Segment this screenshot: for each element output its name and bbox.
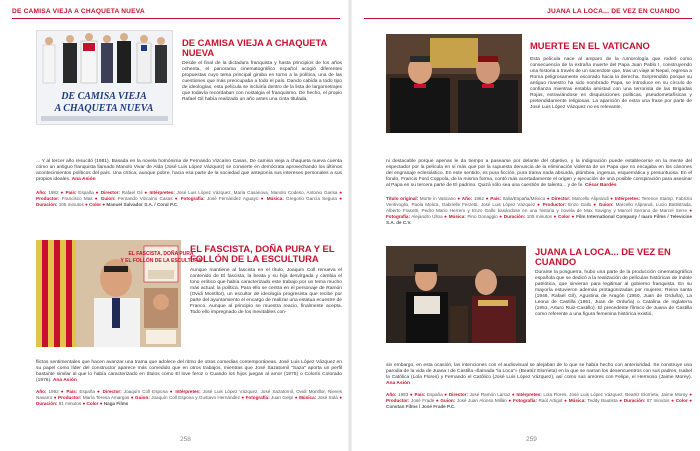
credit-key: Intérpretes: (614, 196, 641, 201)
still-juana-la-loca (386, 246, 526, 343)
credit-separator: ● (687, 208, 692, 213)
credit-key: Música: (299, 395, 317, 400)
credit-separator: ● (83, 202, 90, 207)
credit-entry (181, 196, 259, 201)
credit-key: Duración: (36, 202, 58, 207)
credit-key: Año: (36, 190, 47, 195)
credit-value: 105 minutos (57, 202, 84, 207)
credit-key: Año: (36, 389, 47, 394)
credit-separator: ● (239, 395, 246, 400)
article-title: DE CAMISA VIEJA A CHAQUETA NUEVA (182, 37, 327, 58)
credit-value: María Teresa Amargos (81, 395, 130, 400)
credit-value: José Solá (316, 395, 338, 400)
still-illustration (386, 246, 526, 343)
article-body-continued (36, 360, 342, 384)
credit-key: Música: (568, 398, 586, 403)
credit-entry (135, 395, 240, 400)
credit-separator: ● (617, 398, 624, 403)
credit-value: España (425, 392, 443, 397)
credit-value: José Frade (409, 398, 435, 403)
credit-entry (101, 196, 173, 201)
still-illustration (386, 34, 522, 133)
credit-value: Italia/España/México (501, 196, 546, 201)
credit-key: País: (414, 392, 426, 397)
credit-entry (36, 389, 59, 394)
credit-entry (462, 196, 484, 201)
credit-key: Duración: (503, 214, 526, 219)
credit-entry (543, 202, 592, 207)
credit-value: España (77, 389, 95, 394)
right-page (352, 0, 692, 451)
credits (386, 196, 692, 226)
article-title: EL FASCISTA, DOÑA PURA Y EL FOLLÓN DE LA ESCULTURA (190, 243, 335, 264)
still-muerte-en-el-vaticano (386, 34, 522, 133)
credit-key: Intérpretes: (149, 190, 175, 195)
credit-key: Año: (461, 196, 473, 201)
credit-value: Gregorio García Segura (283, 196, 337, 201)
credit-key: Director: (102, 389, 122, 394)
credit-value: José Ramón Larraz (468, 392, 511, 397)
credit-key: Fotografía: (513, 398, 538, 403)
credits (386, 392, 692, 410)
credit-entry (516, 392, 687, 397)
poster-el-fascista (36, 240, 202, 347)
credits (36, 190, 342, 208)
credit-value: 1982 (46, 389, 59, 394)
credit-separator: ● (172, 196, 181, 201)
credit-separator: ● (687, 398, 693, 403)
credit-value: 1982 (472, 196, 485, 201)
credit-key: País: (65, 190, 77, 195)
credit-key: País: (490, 196, 502, 201)
credit-value: Joaquín Coll Espona y Gustavo Hernández (149, 395, 240, 400)
credit-value: Rafael Gil (119, 190, 143, 195)
credit-separator: ● (142, 190, 150, 195)
credit-key: Fotografía: (386, 214, 410, 219)
credit-value: 91 minutos (57, 401, 82, 406)
credit-key: Fotografía: (245, 395, 270, 400)
article-body: Desde el final de la dictadura franquista y hasta principios de los años ochenta, el panorama cinematográfico español acogió diferentes propuestas cuyo tema principal giraba en torno a la política, una de las cuestiones que más preocupaba a todo el país. Dando cabida a todo tipo de ideologías, esta película se incluiría dentro de la lista de largometrajes que todavía recordaban con nostalgia el franquismo. De hecho, el propio Rafael Gil había realizado un año antes una cinta titulada, (182, 61, 342, 103)
article-title: MUERTE EN EL VATICANO (530, 40, 650, 51)
poster-title-1: EL FASCISTA, DOÑA PURA (128, 251, 194, 257)
credit-key: Fotografía: (180, 196, 205, 201)
credit-value: Pino Donaggio (465, 214, 498, 219)
credit-entry (569, 398, 618, 403)
credit-separator: ● (337, 395, 343, 400)
credit-value: Marcello Aliprandi (570, 196, 609, 201)
credit-entry (449, 214, 498, 219)
credit-separator: ● (570, 214, 577, 219)
article-author: César Bardés (585, 183, 617, 189)
page-number: 258 (180, 436, 191, 443)
credit-key: Música: (448, 214, 466, 219)
credit-value: Terence Stamp, Fabrizio Ventivoglio, Paola Molica, Gabrielle Ferzetti, José Luis López Vázquez (386, 196, 693, 207)
credit-key: Director: (448, 392, 468, 397)
credit-key: Productor: (36, 196, 60, 201)
credit-separator: ● (484, 196, 491, 201)
credit-key: Duración: (36, 401, 58, 406)
credit-separator: ● (167, 389, 176, 394)
poster-title-2: Y EL FOLLÓN DE LA ESCULTURA (120, 258, 202, 264)
credit-key: Color (89, 202, 102, 207)
credit-entry (440, 398, 506, 403)
credit-separator: ● (434, 398, 441, 403)
credit-value: José Luis López Vázquez, José Sazatornil, Ovidi Montllor, Nieves Navarro (36, 389, 343, 400)
credit-entry (36, 401, 81, 406)
credit-separator: ● (101, 202, 107, 207)
article-author: Ana Asión (52, 378, 77, 384)
poster-illustration (36, 240, 202, 347)
credit-separator: ● (98, 401, 104, 406)
credit-key: Color (558, 214, 571, 219)
credit-value: Naga Films (103, 401, 129, 406)
article-body-continued (36, 159, 342, 183)
credit-separator: ● (92, 196, 101, 201)
article-body-continued (386, 363, 692, 387)
page-number: 259 (526, 436, 537, 443)
credit-key: Productor: (386, 398, 410, 403)
credit-key: Productor: (58, 395, 82, 400)
credit-entry (87, 401, 99, 406)
credit-key: Año: (386, 392, 397, 397)
credit-value: 1982 (46, 190, 59, 195)
article-body: Durante la posguerra, hubo una parte de la producción cinematográfica española que se dedicó a la realización de películas históricas de índole patriótica, que sirvieran para legitimar al gobierno franquista. En su mayoría estuvieron además protagonizadas por mujeres: Reina santa (1946, Rafael Gil), Agustina de Aragón (1950, Juan de Orduña), La Leona de Castilla (1951, Juan de Orduña) o Catalina de Inglaterra (1951, Arturo Ruiz-Castillo). El precedente fílmico de Juana de Castilla como referente a una figura femenina histórica existió, (535, 270, 692, 318)
credit-entry (267, 196, 337, 201)
credit-entry (36, 202, 84, 207)
credit-entry (449, 392, 510, 397)
credit-value: 1983 (396, 392, 409, 397)
credit-separator: ● (58, 190, 66, 195)
credit-value: José Juan Alonso Millán (455, 398, 507, 403)
credit-key: País: (66, 389, 78, 394)
credit-value: Enzo Gallo (566, 202, 592, 207)
credit-value: Film International Company / Iaaro Films / Televicine S.A. de C.V. (386, 214, 693, 225)
credit-entry (414, 392, 442, 397)
credit-separator: ● (510, 392, 517, 397)
credit-entry (36, 190, 59, 195)
credit-key: Color (675, 398, 688, 403)
credit-entry (36, 196, 93, 201)
poster-de-camisa-vieja (36, 30, 173, 125)
running-head: JUANA LA LOCA... DE VEZ EN CUANDO (547, 8, 680, 15)
credit-value: Juan Gelpí (269, 395, 294, 400)
credit-value: 105 minutos (525, 214, 552, 219)
credit-entry (558, 214, 570, 219)
credit-entry (246, 395, 294, 400)
credit-value: Fernando Vizcaíno Casas (115, 196, 173, 201)
credit-separator: ● (669, 398, 676, 403)
credit-separator: ● (506, 398, 514, 403)
credit-separator: ● (591, 202, 599, 207)
credit-entry (66, 389, 95, 394)
credit-value: Marcello Aliprandi, Lucio Battistrada, Alberto Frasetti, Pedro Mario Herrero y Enzo Gallo basándose en una historia y novela de Max Savigny y Marcel Serrano de Marcel Serre (386, 202, 693, 213)
credit-entry (386, 196, 456, 201)
article-body: Aunque mantiene al fascista en el título, Joaquín Coll renueva el contenido de El fascista, la beata y su hija desvirgada y cambia el tono erótico que había caracterizado este trabajo por un tema mucho más actual: la política. Para ello se centra en el personaje de Ramón (Ovidi Montllor), un escultor de ideología progresista que recibe por parte del ayuntamiento el encargo de realizar una estatua ecuestre de Franco. Aunque al principio se muestra reacio, finalmente acepta. Todo ello impregnado de los inevitables con- (190, 268, 342, 316)
credit-separator: ● (93, 190, 101, 195)
credit-separator: ● (562, 398, 569, 403)
credit-separator: ● (81, 401, 87, 406)
article-body-text: ... Y al tercer año resucitó (1981). Basada en la novela homónima de Fernando Vizcaíno Casas, De camisa vieja a chaqueta nueva cuenta cómo un antiguo franquista llamado Manolo Vivar de Alda (José Luis López Vázquez) se convierte en demócrata aprovechando los últimos acontecimientos políticos del país. Una crítica, aunque pobre, hacia esa parte de la sociedad que anteponía sus intereses personales a sus propios ideales. (36, 159, 342, 183)
article-author: Ana Asión (386, 381, 411, 387)
article-body-text: sin embargo, en esta ocasión, las intenciones con el audiovisual se alejaban de lo que se había hecho con anterioridad. Se construye una parodia de la vida de Juana I de Castilla «llamada "la Loca"» (Beatriz Elorrieta) en la que se narran los desencuentros con sus padres, Isabel la Católica (Lola Flores) y Fernando el Católico (José Luis López Vázquez), así como sus amores con Felipe, el Hermoso (Jaime Morey). (386, 363, 692, 381)
credit-value: José Fernández Aguayo (204, 196, 259, 201)
credit-key: Director: (551, 196, 571, 201)
credit-entry (58, 395, 129, 400)
credit-entry (104, 401, 129, 406)
header-rule (364, 18, 692, 19)
credit-separator: ● (58, 389, 67, 394)
article-body-text: flictos sentimentales que hacen avanzar una trama que adolece del ritmo de otras comedias contemporáneas. José Luis López Vázquez en su papel como líder del constructor aparece más comedido que en otros trabajos, mientras que José Sazatornil "Saza" aporta un perfil bastante similar al que lo había caracterizado en títulos como El love feroz o Cuando los hijos juegan al amor (1975) o Colorín Colorado (1976). (36, 360, 342, 384)
credit-value: Constan Films / José Frade P.C. (386, 404, 456, 409)
credit-separator: ● (455, 196, 462, 201)
credit-separator: ● (551, 214, 559, 219)
credit-entry (513, 398, 563, 403)
credit-separator: ● (293, 395, 300, 400)
article-body: Esta película nace al amparo de la rumorología que rodeó como consecuencia de la extraña muerte del Papa Juan Pablo I, construyendo una historia a través de un sacerdote que, tras un viaje al Nepal, regresa a Roma peligrosamente escorado hacia la derecha. Sorprendido porque su antiguo maestro ha sido nombrado Papa, se introduce en su círculo de confianza mientras entabla amistad con una terrorista de las Brigadas Rojas, extraviándose en disquisiciones políticas, pseudometafísicas y pretendidamente religiosas. La aparición de extra una frase por parte de José Luis López Vázquez no es relevante, (530, 57, 692, 111)
credit-separator: ● (129, 395, 135, 400)
credit-separator: ● (336, 196, 342, 201)
credit-entry (149, 190, 337, 195)
credit-entry (386, 398, 434, 403)
credit-value: Raúl Artigot (537, 398, 563, 403)
credit-separator: ● (337, 190, 343, 195)
credit-entry (101, 190, 143, 195)
credit-value: Joaquín Coll Espona (121, 389, 168, 394)
credit-key: Título original: (386, 196, 419, 201)
poster-title-line1: DE CAMISA VIEJA (61, 91, 147, 102)
running-head: DE CAMISA VIEJA A CHAQUETA NUEVA (12, 8, 145, 15)
credit-value: Teddy Bautista (585, 398, 618, 403)
credit-entry (386, 404, 455, 409)
poster-title-line2: A CHAQUETA NUEVA (54, 103, 154, 114)
credit-key: Guion: (440, 398, 456, 403)
credit-separator: ● (442, 214, 449, 219)
credit-separator: ● (545, 196, 552, 201)
credit-key: Productor: (542, 202, 567, 207)
credit-key: Director: (100, 190, 120, 195)
credit-separator: ● (258, 196, 267, 201)
credit-key: Música: (266, 196, 284, 201)
credit-entry (89, 202, 101, 207)
poster-illustration (37, 31, 172, 124)
credit-entry (65, 190, 93, 195)
credit-value: Lola Flores, José Luis López Vázquez, Beatriz Elorrieta, Jaime Morey (541, 392, 688, 397)
credit-key: Guion: (100, 196, 116, 201)
credit-value: Francisco Mas (59, 196, 93, 201)
credit-value: Manuel Salvador S.A. / Coral P.C. (106, 202, 179, 207)
credit-entry (676, 398, 688, 403)
credit-separator: ● (52, 395, 59, 400)
credit-key: Intérpretes: (175, 389, 201, 394)
credit-key: Guion: (598, 202, 614, 207)
left-page (12, 0, 352, 451)
credit-separator: ● (608, 196, 615, 201)
credit-separator: ● (94, 389, 103, 394)
credit-entry (386, 214, 443, 219)
article-author: Ana Asión (71, 177, 96, 183)
credit-entry (624, 398, 670, 403)
credit-separator: ● (497, 214, 504, 219)
credit-separator: ● (535, 202, 543, 207)
article-body-continued (386, 159, 692, 189)
credit-key: Guion: (135, 395, 150, 400)
credit-key: Color (86, 401, 99, 406)
credit-entry (551, 196, 608, 201)
article-title: JUANA LA LOCA... DE VEZ EN CUANDO (535, 246, 671, 267)
credit-separator: ● (408, 392, 415, 397)
credit-entry (299, 395, 338, 400)
credit-separator: ● (442, 392, 449, 397)
header-rule (12, 18, 340, 19)
credit-entry (106, 202, 178, 207)
credit-value: Morte in Vaticano (418, 196, 456, 201)
credit-value: España (76, 190, 94, 195)
credit-entry (103, 389, 168, 394)
credit-value: 87 minutos (645, 398, 670, 403)
credit-entry (504, 214, 552, 219)
credit-value: Alejandro Ulloa (410, 214, 443, 219)
credits (36, 389, 342, 407)
credit-entry (386, 392, 408, 397)
credit-key: Intérpretes: (516, 392, 542, 397)
credit-entry (490, 196, 545, 201)
article-body-text: ni destacable porque apenas le da tiempo a pasearse por delante del objetivo, y la indignación puede establecerse en la mente del espectador por la película en sí más que por la supuesta denuncia de la eliminación violenta de un Papa que no encajaba en los cánones del engranaje eclesiástico. En este sentido, es pura ficción, pura trama nada absurda, plúmbea, ingenua, esquemática y presuntuosa. En el fondo, Francis Ford Coppola, de la misma forma, contó más acertadamente el origen y ejecución de una posible conspiración para asesinar al Papa en su tercera parte de El padrino. Quizá sólo sea una cuestión de talento... y de fe. (386, 159, 692, 189)
credit-separator: ● (687, 392, 693, 397)
credit-value: José Luis López Vázquez, María Casanova, Manolo Codeso, Antonio Garisa (174, 190, 338, 195)
credit-key: Duración: (623, 398, 646, 403)
